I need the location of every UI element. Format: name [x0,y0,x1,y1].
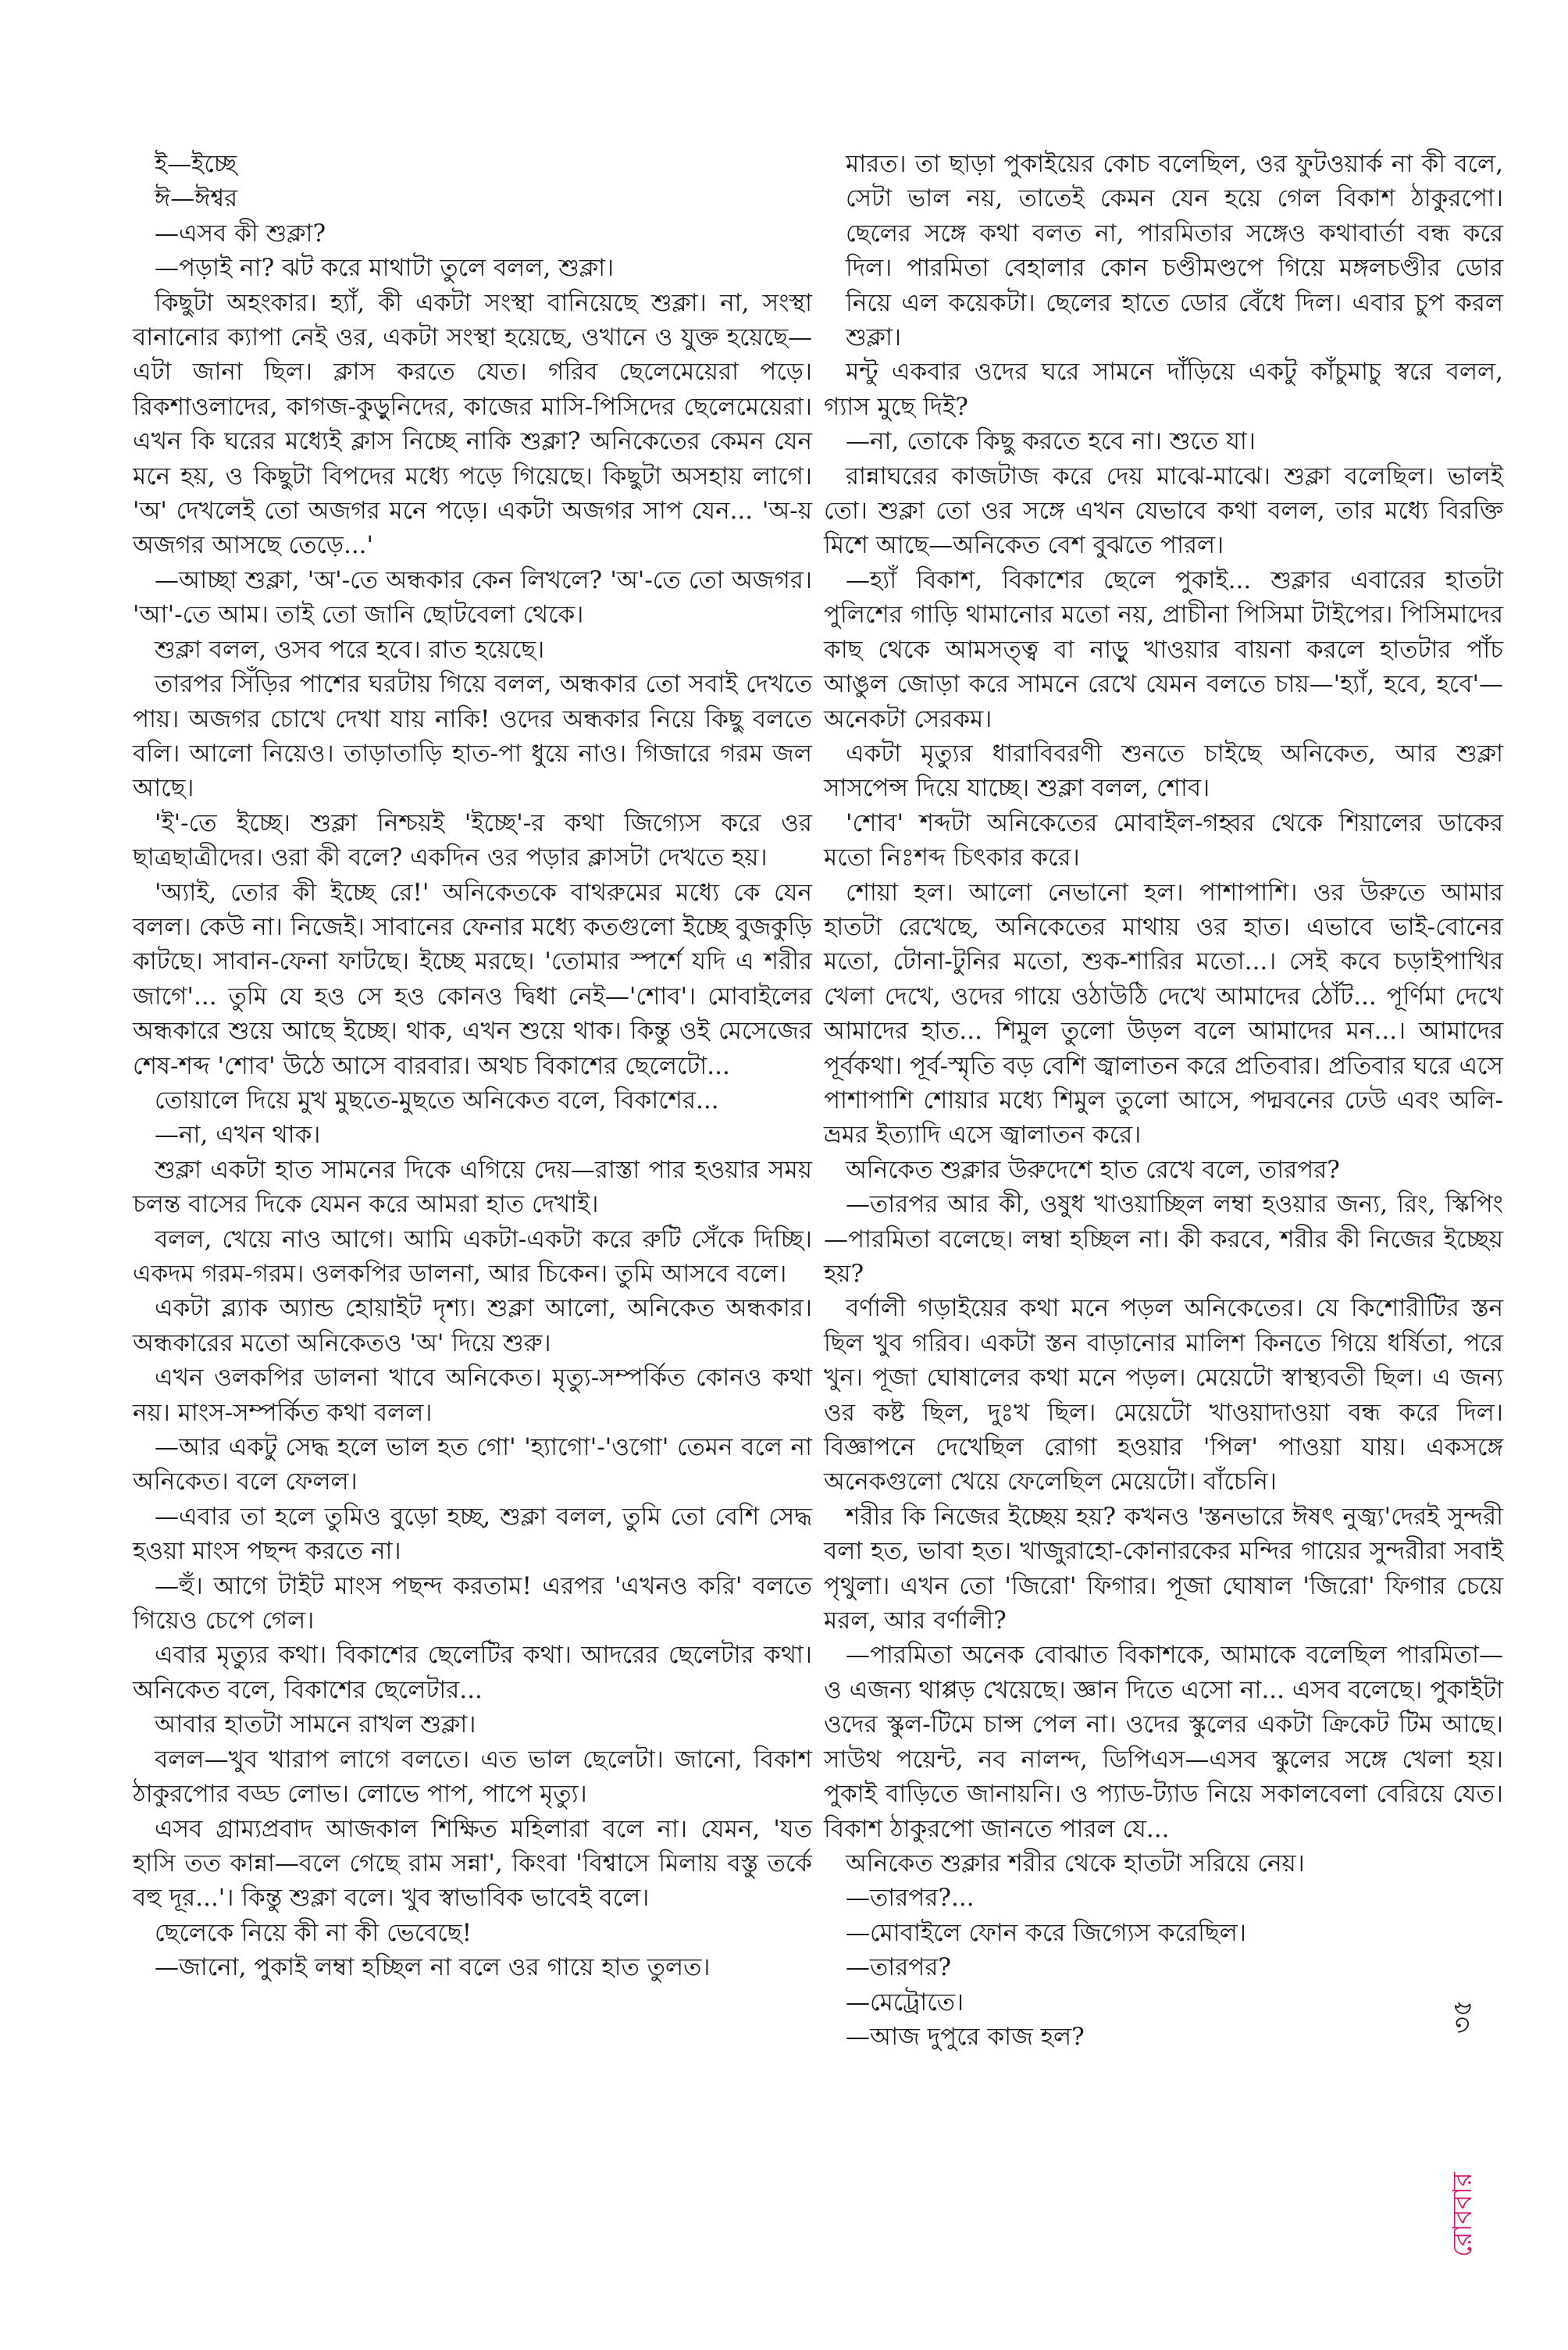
paragraph: মন্টু একবার ওদের ঘরে সামনে দাঁড়িয়ে একটু কাঁচুমাচু স্বরে বলল, গ্যাস মুছে দিই? [824,358,1503,421]
paragraph: —আচ্ছা শুক্লা, 'অ'-তে অন্ধকার কেন লিখলে? 'অ'-তে তো অজগর। 'আ'-তে আম। তাই তো জানি ছোটবেলা থেকে। [133,565,812,629]
paragraph: অনিকেত শুক্লার শরীর থেকে হাতটা সরিয়ে নেয়। [846,1849,1305,1878]
paragraph: এসব গ্রাম্যপ্রবাদ আজকাল শিক্ষিত মহিলারা বলে না। যেমন, 'যত হাসি তত কান্না—বলে গেছে রাম সন্না', কিংবা 'বিশ্বাসে মিলায় বস্তু তর্কে বহু দূর...'। কিন্তু শুক্লা বলে। খুব স্বাভাবিক ভাবেই বলে। [133,1814,812,1913]
magazine-name: রোববার [1446,2172,1478,2257]
paragraph: —না, এখন থাক। [155,1121,321,1150]
paragraph: —আর একটু সেদ্ধ হলে ভাল হত গো' 'হ্যাগো'-'ওগো' তেমন বলে না অনিকেত। বলে ফেলল। [133,1433,812,1496]
paragraph: 'অ্যাই, তোর কী ইচ্ছে রে!' অনিকেতকে বাথরুমের মধ্যে কে যেন বলল। কেউ না। নিজেই। সাবানের ফেনার মধ্যে কতগুলো ইচ্ছে বুজকুড়ি কাটছে। সাবান-ফেনা ফাটছে। ইচ্ছে মরছে। 'তোমার স্পর্শে যদি এ শরীর জাগে'... তুমি যে হও সে হও কোনও দ্বিধা নেই—'শোব'। মোবাইলের অন্ধকারে শুয়ে আছে ইচ্ছে। থাক, এখন শুয়ে থাক। কিন্তু ওই মেসেজের শেষ-শব্দ 'শোব' উঠে আসে বারবার। অথচ বিকাশের ছেলেটো... [133,878,812,1080]
paragraph: শোয়া হল। আলো নেভানো হল। পাশাপাশি। ওর উরুতে আমার হাতটা রেখেছে, অনিকেতের মাথায় ওর হাত। এভাবে ভাই-বোনের মতো, টোনা-টুনির মতো, শুক-শারির মতো...। সেই কবে চড়াইপাখির খেলা দেখে, ওদের গায়ে ওঠাউঠি দেখে আমাদের ঠোঁট... পূর্ণিমা দেখে আমাদের হাত... শিমুল তুলো উড়ল বলে আমাদের মন...। আমাদের পূর্বকথা। পূর্ব-স্মৃতি বড় বেশি জ্বালাতন করে প্রতিবার। প্রতিবার ঘরে এসে পাশাপাশি শোয়ার মধ্যে শিমুল তুলো আসে, পদ্মবনের ঢেউ এবং অলি-ভ্রমর ইত্যাদি এসে জ্বালাতন করে। [824,878,1503,1150]
paragraph: বর্ণালী গড়াইয়ের কথা মনে পড়ল অনিকেতের। যে কিশোরীটির স্তন ছিল খুব গরিব। একটা স্তন বাড়ানোর মালিশ কিনতে গিয়ে ধর্ষিতা, পরে খুন। পূজা ঘোষালের কথা মনে পড়ল। মেয়েটো স্বাস্থ্যবতী ছিল। এ জন্য ওর কষ্ট ছিল, দুঃখ ছিল। মেয়েটো খাওয়াদাওয়া বন্ধ করে দিল। বিজ্ঞাপনে দেখেছিল রোগা হওয়ার 'পিল' পাওয়া যায়। একসঙ্গে অনেকগুলো খেয়ে ফেলেছিল মেয়েটো। বাঁচেনি। [824,1294,1503,1496]
paragraph: ছেলেকে নিয়ে কী না কী ভেবেছে! [155,1918,472,1947]
paragraph: শুক্লা বলল, ওসব পরে হবে। রাত হয়েছে। [155,635,545,664]
paragraph: 'ই'-তে ইচ্ছে। শুক্লা নিশ্চয়ই 'ইচ্ছে'-র কথা জিগ্যেস করে ওর ছাত্রছাত্রীদের। ওরা কী বলে? একদিন ওর পড়ার ক্লাসটা দেখতে হয়। [133,808,812,872]
paragraph: মারত। তা ছাড়া পুকাইয়ের কোচ বলেছিল, ওর ফুটওয়ার্ক না কী বলে, সেটা ভাল নয়, তাতেই কেমন যেন হয়ে গেল বিকাশ ঠাকুরপো। ছেলের সঙ্গে কথা বলত না, পারমিতার সঙ্গেও কথাবার্তা বন্ধ করে দিল। পারমিতা বেহালার কোন চণ্ডীমণ্ডপে গিয়ে মঙ্গলচণ্ডীর ডোর নিয়ে এল কয়েকটা। ছেলের হাতে ডোর বেঁধে দিল। এবার চুপ করল শুক্লা। [846,150,1503,352]
paragraph: —আজ দুপুরে কাজ হল? [846,2022,1085,2051]
paragraph: ই—ইচ্ছে [155,150,237,178]
paragraph: —এসব কী শুক্লা? [155,219,326,248]
paragraph: বলল, খেয়ে নাও আগে। আমি একটা-একটা করে রুটি সেঁকে দিচ্ছি। একদম গরম-গরম। ওলকপির ডালনা, আর চিকেন। তুমি আসবে বলে। [133,1225,812,1288]
paragraph: অনিকেত শুক্লার উরুদেশে হাত রেখে বলে, তারপর? [846,1155,1340,1184]
paragraph: 'শোব' শব্দটা অনিকেতের মোবাইল-গহ্বর থেকে শিয়ালের ডাকের মতো নিঃশব্দ চিৎকার করে। [824,808,1503,872]
paragraph: —মেট্রোতে। [846,1988,964,2017]
paragraph: —পারমিতা অনেক বোঝাত বিকাশকে, আমাকে বলেছিল পারমিতা—ও এজন্য থাপ্পড় খেয়েছে। জ্ঞান দিতে এসো না... এসব বলেছে। পুকাইটা ওদের স্কুল-টিমে চান্স পেল না। ওদের স্কুলের একটা ক্রিকেট টিম আছে। সাউথ পয়েন্ট, নব নালন্দ, ডিপিএস—এসব স্কুলের সঙ্গে খেলা হয়। পুকাই বাড়িতে জানায়নি। ও প্যাড-ট্যাড নিয়ে সকালবেলা বেরিয়ে যেত। বিকাশ ঠাকুরপো জানতে পারল যে... [824,1641,1503,1843]
page-footer [1441,1999,1488,2257]
paragraph: —পড়াই না? ঝট করে মাথাটা তুলে বলল, শুক্লা। [155,254,615,283]
paragraph: তোয়ালে দিয়ে মুখ মুছতে-মুছতে অনিকেত বলে, বিকাশের... [155,1086,719,1114]
paragraph: একটা ব্ল্যাক অ্যান্ড হোয়াইট দৃশ্য। শুক্লা আলো, অনিকেত অন্ধকার। অন্ধকারের মতো অনিকেতও 'অ' দিয়ে শুরু। [133,1294,812,1357]
paragraph: তারপর সিঁড়ির পাশের ঘরটায় গিয়ে বলল, অন্ধকার তো সবাই দেখতে পায়। অজগর চোখে দেখা যায় নাকি! ওদের অন্ধকার নিয়ে কিছু বলতে বলি। আলো নিয়েও। তাড়াতাড়ি হাত-পা ধুয়ে নাও। গিজারে গরম জল আছে। [133,670,812,803]
paragraph: —এবার তা হলে তুমিও বুড়ো হচ্ছ, শুক্লা বলল, তুমি তো বেশি সেদ্ধ হওয়া মাংস পছন্দ করতে না। [133,1502,812,1566]
paragraph: —হুঁ। আগে টাইট মাংস পছন্দ করতাম! এরপর 'এখনও করি' বলতে গিয়েও চেপে গেল। [133,1571,812,1635]
paragraph: —তারপর? [846,1953,952,1982]
paragraph: —না, তোকে কিছু করতে হবে না। শুতে যা। [846,427,1256,456]
paragraph: একটা মৃত্যুর ধারাবিবরণী শুনতে চাইছে অনিকেত, আর শুক্লা সাসপেন্স দিয়ে যাচ্ছে। শুক্লা বলল, শোব। [824,739,1503,803]
paragraph: কিছুটা অহংকার। হ্যাঁ, কী একটা সংস্থা বানিয়েছে শুক্লা। না, সংস্থা বানানোর ক্যাপা নেই ওর, একটা সংস্থা হয়েছে, ওখানে ও যুক্ত হয়েছে—এটা জানা ছিল। ক্লাস করতে যেত। গরিব ছেলেমেয়েরা পড়ে। রিকশাওলাদের, কাগজ-কুড়ুনিদের, কাজের মাসি-পিসিদের ছেলেমেয়েরা। এখন কি ঘরের মধ্যেই ক্লাস নিচ্ছে নাকি শুক্লা? অনিকেতের কেমন যেন মনে হয়, ও কিছুটা বিপদের মধ্যে পড়ে গিয়েছে। কিছুটা অসহায় লাগে। 'অ' দেখলেই তো অজগর মনে পড়ে। একটা অজগর সাপ যেন... 'অ-য় অজগর আসছে তেড়ে...' [133,288,812,560]
paragraph: শরীর কি নিজের ইচ্ছেয় হয়? কখনও 'স্তনভারে ঈষৎ নুজ্ব্য'দেরই সুন্দরী বলা হত, ভাবা হত। খাজুরাহো-কোনারকের মন্দির গায়ের সুন্দরীরা সবাই পৃথুলা। এখন তো 'জিরো' ফিগার। পূজা ঘোষাল 'জিরো' ফিগার চেয়ে মরল, আর বর্ণালী? [824,1502,1503,1635]
paragraph: এখন ওলকপির ডালনা খাবে অনিকেত। মৃত্যু-সম্পর্কিত কোনও কথা নয়। মাংস-সম্পর্কিত কথা বলল। [133,1364,812,1427]
paragraph: ঈ—ঈশ্বর [155,184,238,213]
paragraph: এবার মৃত্যুর কথা। বিকাশের ছেলেটির কথা। আদরের ছেলেটার কথা। অনিকেত বলে, বিকাশের ছেলেটার... [133,1641,812,1704]
paragraph: —তারপর আর কী, ওষুধ খাওয়াচ্ছিল লম্বা হওয়ার জন্য, রিং, স্কিপিং—পারমিতা বলেছে। লম্বা হচ্ছিল না। কী করবে, শরীর কী নিজের ইচ্ছেয় হয়? [824,1190,1503,1288]
page-number: ৩৫ [1446,1999,1478,2034]
paragraph: বলল—খুব খারাপ লাগে বলতে। এত ভাল ছেলেটা। জানো, বিকাশ ঠাকুরপোর বড্ড লোভ। লোভে পাপ, পাপে মৃত্যু। [133,1745,812,1809]
paragraph: —হ্যাঁ বিকাশ, বিকাশের ছেলে পুকাই... শুক্লার এবারের হাতটা পুলিশের গাড়ি থামানোর মতো নয়, প্রাচীনা পিসিমা টাইপের। পিসিমাদের কাছ থেকে আমসত্ত্ব বা নাড়ু খাওয়ার বায়না করলে হাতটার পাঁচ আঙুল জোড়া করে সামনে রেখে যেমন বলতে চায়—'হ্যাঁ, হবে, হবে'—অনেকটা সেরকম। [824,565,1503,733]
paragraph: আবার হাতটা সামনে রাখল শুক্লা। [155,1710,476,1739]
paragraph: —জানো, পুকাই লম্বা হচ্ছিল না বলে ওর গায়ে হাত তুলত। [155,1953,711,1982]
left-text-column [133,147,812,1985]
paragraph: রান্নাঘরের কাজটাজ করে দেয় মাঝে-মাঝে। শুক্লা বলেছিল। ভালই তো। শুক্লা তো ওর সঙ্গে এখন যেভাবে কথা বলল, তার মধ্যে বিরক্তি মিশে আছে—অনিকেত বেশ বুঝতে পারল। [824,462,1503,560]
paragraph: —মোবাইলে ফোন করে জিগ্যেস করেছিল। [846,1918,1246,1947]
paragraph: শুক্লা একটা হাত সামনের দিকে এগিয়ে দেয়—রাস্তা পার হওয়ার সময় চলন্ত বাসের দিকে যেমন করে আমরা হাত দেখাই। [133,1155,812,1219]
paragraph: —তারপর?... [846,1884,975,1913]
right-text-column [824,147,1503,2054]
